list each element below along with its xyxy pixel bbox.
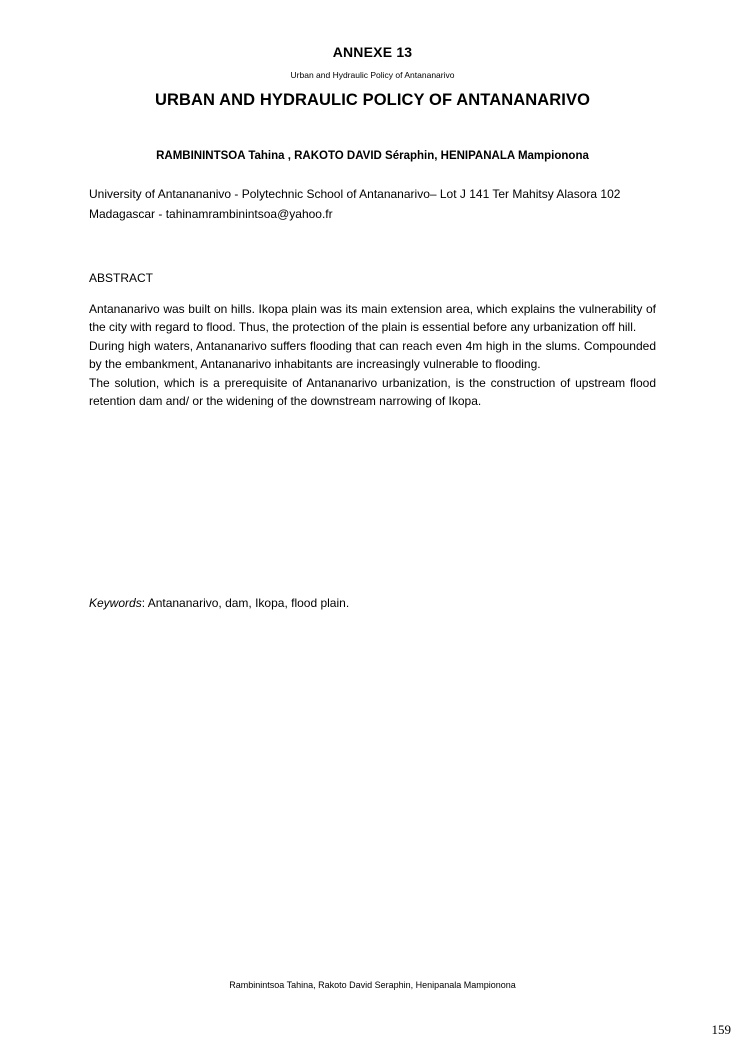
keywords-label: Keywords bbox=[89, 596, 142, 610]
affiliation: University of Antanananivo - Polytechnic School of Antananarivo– Lot J 141 Ter Mahitsy Alasora 102 Madagascar - tahinamrambinintsoa@yahoo.fr bbox=[89, 187, 621, 221]
keywords-list: : Antananarivo, dam, Ikopa, flood plain. bbox=[141, 596, 350, 610]
keywords bbox=[89, 596, 349, 610]
authors-line: RAMBININTSOA Tahina , RAKOTO DAVID Séraphin, HENIPANALA Mampionona bbox=[156, 150, 589, 162]
annexe-label: ANNEXE 13 bbox=[332, 44, 413, 60]
running-header: Urban and Hydraulic Policy of Antananarivo bbox=[290, 70, 455, 80]
footer-authors: Rambinintsoa Tahina, Rakoto David Seraphin, Henipanala Mampionona bbox=[229, 980, 516, 990]
abstract-heading: ABSTRACT bbox=[89, 271, 154, 285]
abstract-paragraph-3: The solution, which is a prerequisite of Antananarivo urbanization, is the construction of upstream flood retention dam and/ or the widening of the downstream narrowing of Ikopa. bbox=[89, 375, 656, 409]
page-number: 159 bbox=[711, 1022, 731, 1037]
abstract-body bbox=[89, 300, 656, 410]
abstract-paragraph-1: Antananarivo was built on hills. Ikopa plain was its main extension area, which explains the vulnerability of the city with regard to flood. Thus, the protection of the plain is essential before any urbanization off hill. bbox=[89, 302, 656, 335]
abstract-paragraph-2: During high waters, Antananarivo suffers flooding that can reach even 4m high in the slums. Compounded by the embankment, Antananarivo inhabitants are increasingly vulnerable to flooding. bbox=[89, 338, 656, 372]
paper-title: URBAN AND HYDRAULIC POLICY OF ANTANANARIVO bbox=[154, 91, 591, 109]
